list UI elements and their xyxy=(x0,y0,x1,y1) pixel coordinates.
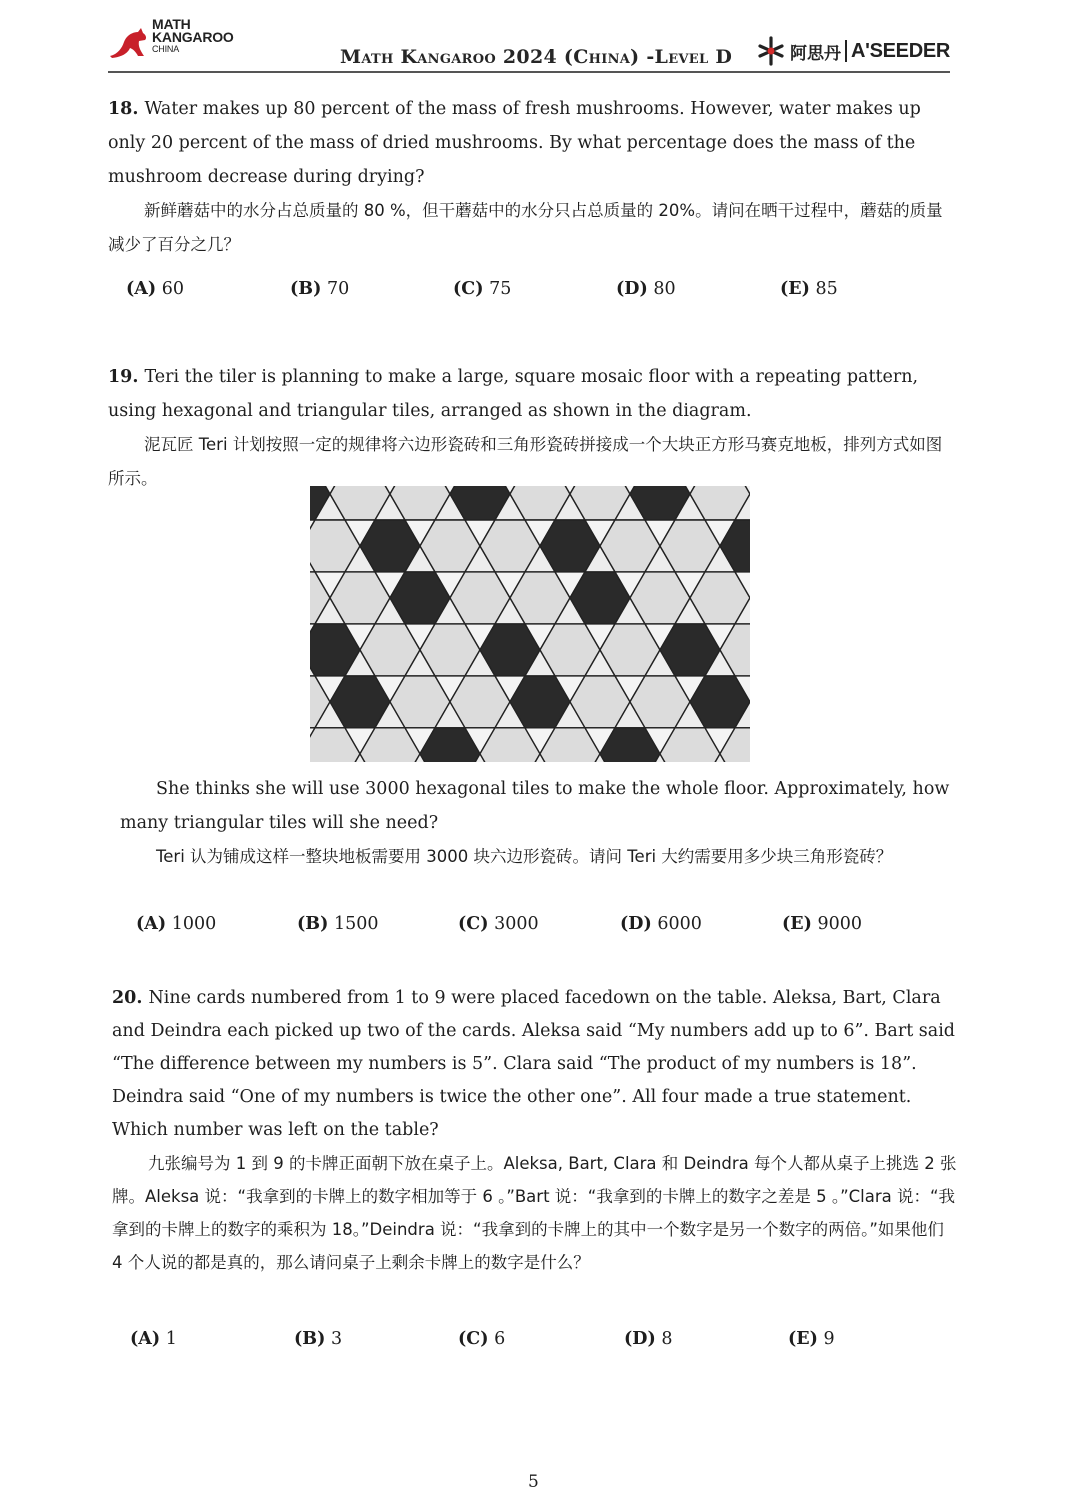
question-18-english xyxy=(108,92,950,194)
choice-a[interactable]: (A) 1000 xyxy=(136,914,217,934)
question-19-chinese-2: Teri 认为铺成这样一整块地板需要用 3000 块六边形瓷砖。请问 Teri 大约需要用多少块三角形瓷砖？ xyxy=(156,847,893,866)
kangaroo-icon xyxy=(108,26,152,62)
choice-e[interactable]: (E) 9 xyxy=(788,1329,835,1349)
logo-line-2: KANGAROO xyxy=(152,29,234,45)
choice-e[interactable]: (E) 85 xyxy=(780,279,838,299)
choice-d[interactable]: (D) 80 xyxy=(616,279,676,299)
choice-c[interactable]: (C) 3000 xyxy=(458,914,539,934)
choice-d[interactable]: (D) 8 xyxy=(624,1329,673,1349)
page-number: 5 xyxy=(528,1472,539,1492)
question-18 xyxy=(108,92,950,262)
question-19 xyxy=(108,360,950,496)
brand-english: A'SEEDER xyxy=(851,39,951,62)
logo-line-3: CHINA xyxy=(152,44,180,54)
brand-separator xyxy=(845,40,847,62)
question-19-english xyxy=(108,360,950,428)
choice-b[interactable]: (B) 3 xyxy=(294,1329,343,1349)
logo-line-1: MATH xyxy=(152,16,191,32)
question-20-chinese: 九张编号为 1 到 9 的卡牌正面朝下放在桌子上。Aleksa, Bart, Clara 和 Deindra 每个人都从桌子上挑选 2 张牌。Aleksa 说：“我拿到的卡牌上的数字相加等于 6 。”Bart 说：“我拿到的卡牌上的数字之差是 5 。”Clara 说：“我拿到的卡牌上的数字的乘积为 18。”Deindra 说：“我拿到的卡牌上的其中一个数字是另一个数字的两倍。”如果他们 4 个人说的都是真的，那么请问桌子上剩余卡牌上的数字是什么？ xyxy=(112,1154,957,1272)
choice-b[interactable]: (B) 70 xyxy=(290,279,350,299)
page-title: Math Kangaroo 2024 (China) -Level D xyxy=(340,46,733,68)
header-rule xyxy=(108,71,950,73)
question-text: Nine cards numbered from 1 to 9 were placed facedown on the table. Aleksa, Bart, Clara and Deindra each picked up two of the cards. Aleksa said “My numbers add up to 6”. Bart said “The difference between my numbers is 5”. Clara said “The product of my numbers is 18”. Deindra said “One of my numbers is twice the other one”. All four made a true statement. Which number was left on the table? xyxy=(112,988,955,1140)
math-kangaroo-logo xyxy=(108,18,238,68)
choice-a[interactable]: (A) 60 xyxy=(126,279,184,299)
choice-c[interactable]: (C) 75 xyxy=(453,279,512,299)
brand-chinese: 阿思丹 xyxy=(790,43,841,64)
question-19-english-2: She thinks she will use 3000 hexagonal tiles to make the whole floor. Approximately, how many triangular tiles will she need? xyxy=(120,779,950,833)
question-number: 20. xyxy=(112,988,143,1008)
question-19-chinese: 泥瓦匠 Teri 计划按照一定的规律将六边形瓷砖和三角形瓷砖拼接成一个大块正方形马赛克地板，排列方式如图所示。 xyxy=(108,435,943,488)
aseeder-brand xyxy=(758,34,950,68)
question-18-chinese: 新鲜蘑菇中的水分占总质量的 80 %，但干蘑菇中的水分只占总质量的 20%。请问在晒干过程中，蘑菇的质量减少了百分之几？ xyxy=(108,201,943,254)
question-number: 19. xyxy=(108,367,139,387)
question-text: Water makes up 80 percent of the mass of fresh mushrooms. However, water makes up only 20 percent of the mass of dried mushrooms. By what percentage does the mass of the mushroom decrease during drying? xyxy=(108,99,921,187)
aseeder-star-icon xyxy=(758,36,784,66)
choice-a[interactable]: (A) 1 xyxy=(130,1329,177,1349)
choice-c[interactable]: (C) 6 xyxy=(458,1329,506,1349)
logo-text xyxy=(152,18,234,54)
choice-e[interactable]: (E) 9000 xyxy=(782,914,863,934)
question-text: Teri the tiler is planning to make a large, square mosaic floor with a repeating pattern, using hexagonal and triangular tiles, arranged as shown in the diagram. xyxy=(108,367,919,421)
hexagon-triangle-tiling-diagram xyxy=(310,486,750,762)
question-19-continued xyxy=(120,772,952,874)
question-20-english xyxy=(112,982,958,1147)
choice-b[interactable]: (B) 1500 xyxy=(297,914,379,934)
choice-d[interactable]: (D) 6000 xyxy=(620,914,702,934)
question-number: 18. xyxy=(108,99,139,119)
question-20 xyxy=(112,982,958,1279)
